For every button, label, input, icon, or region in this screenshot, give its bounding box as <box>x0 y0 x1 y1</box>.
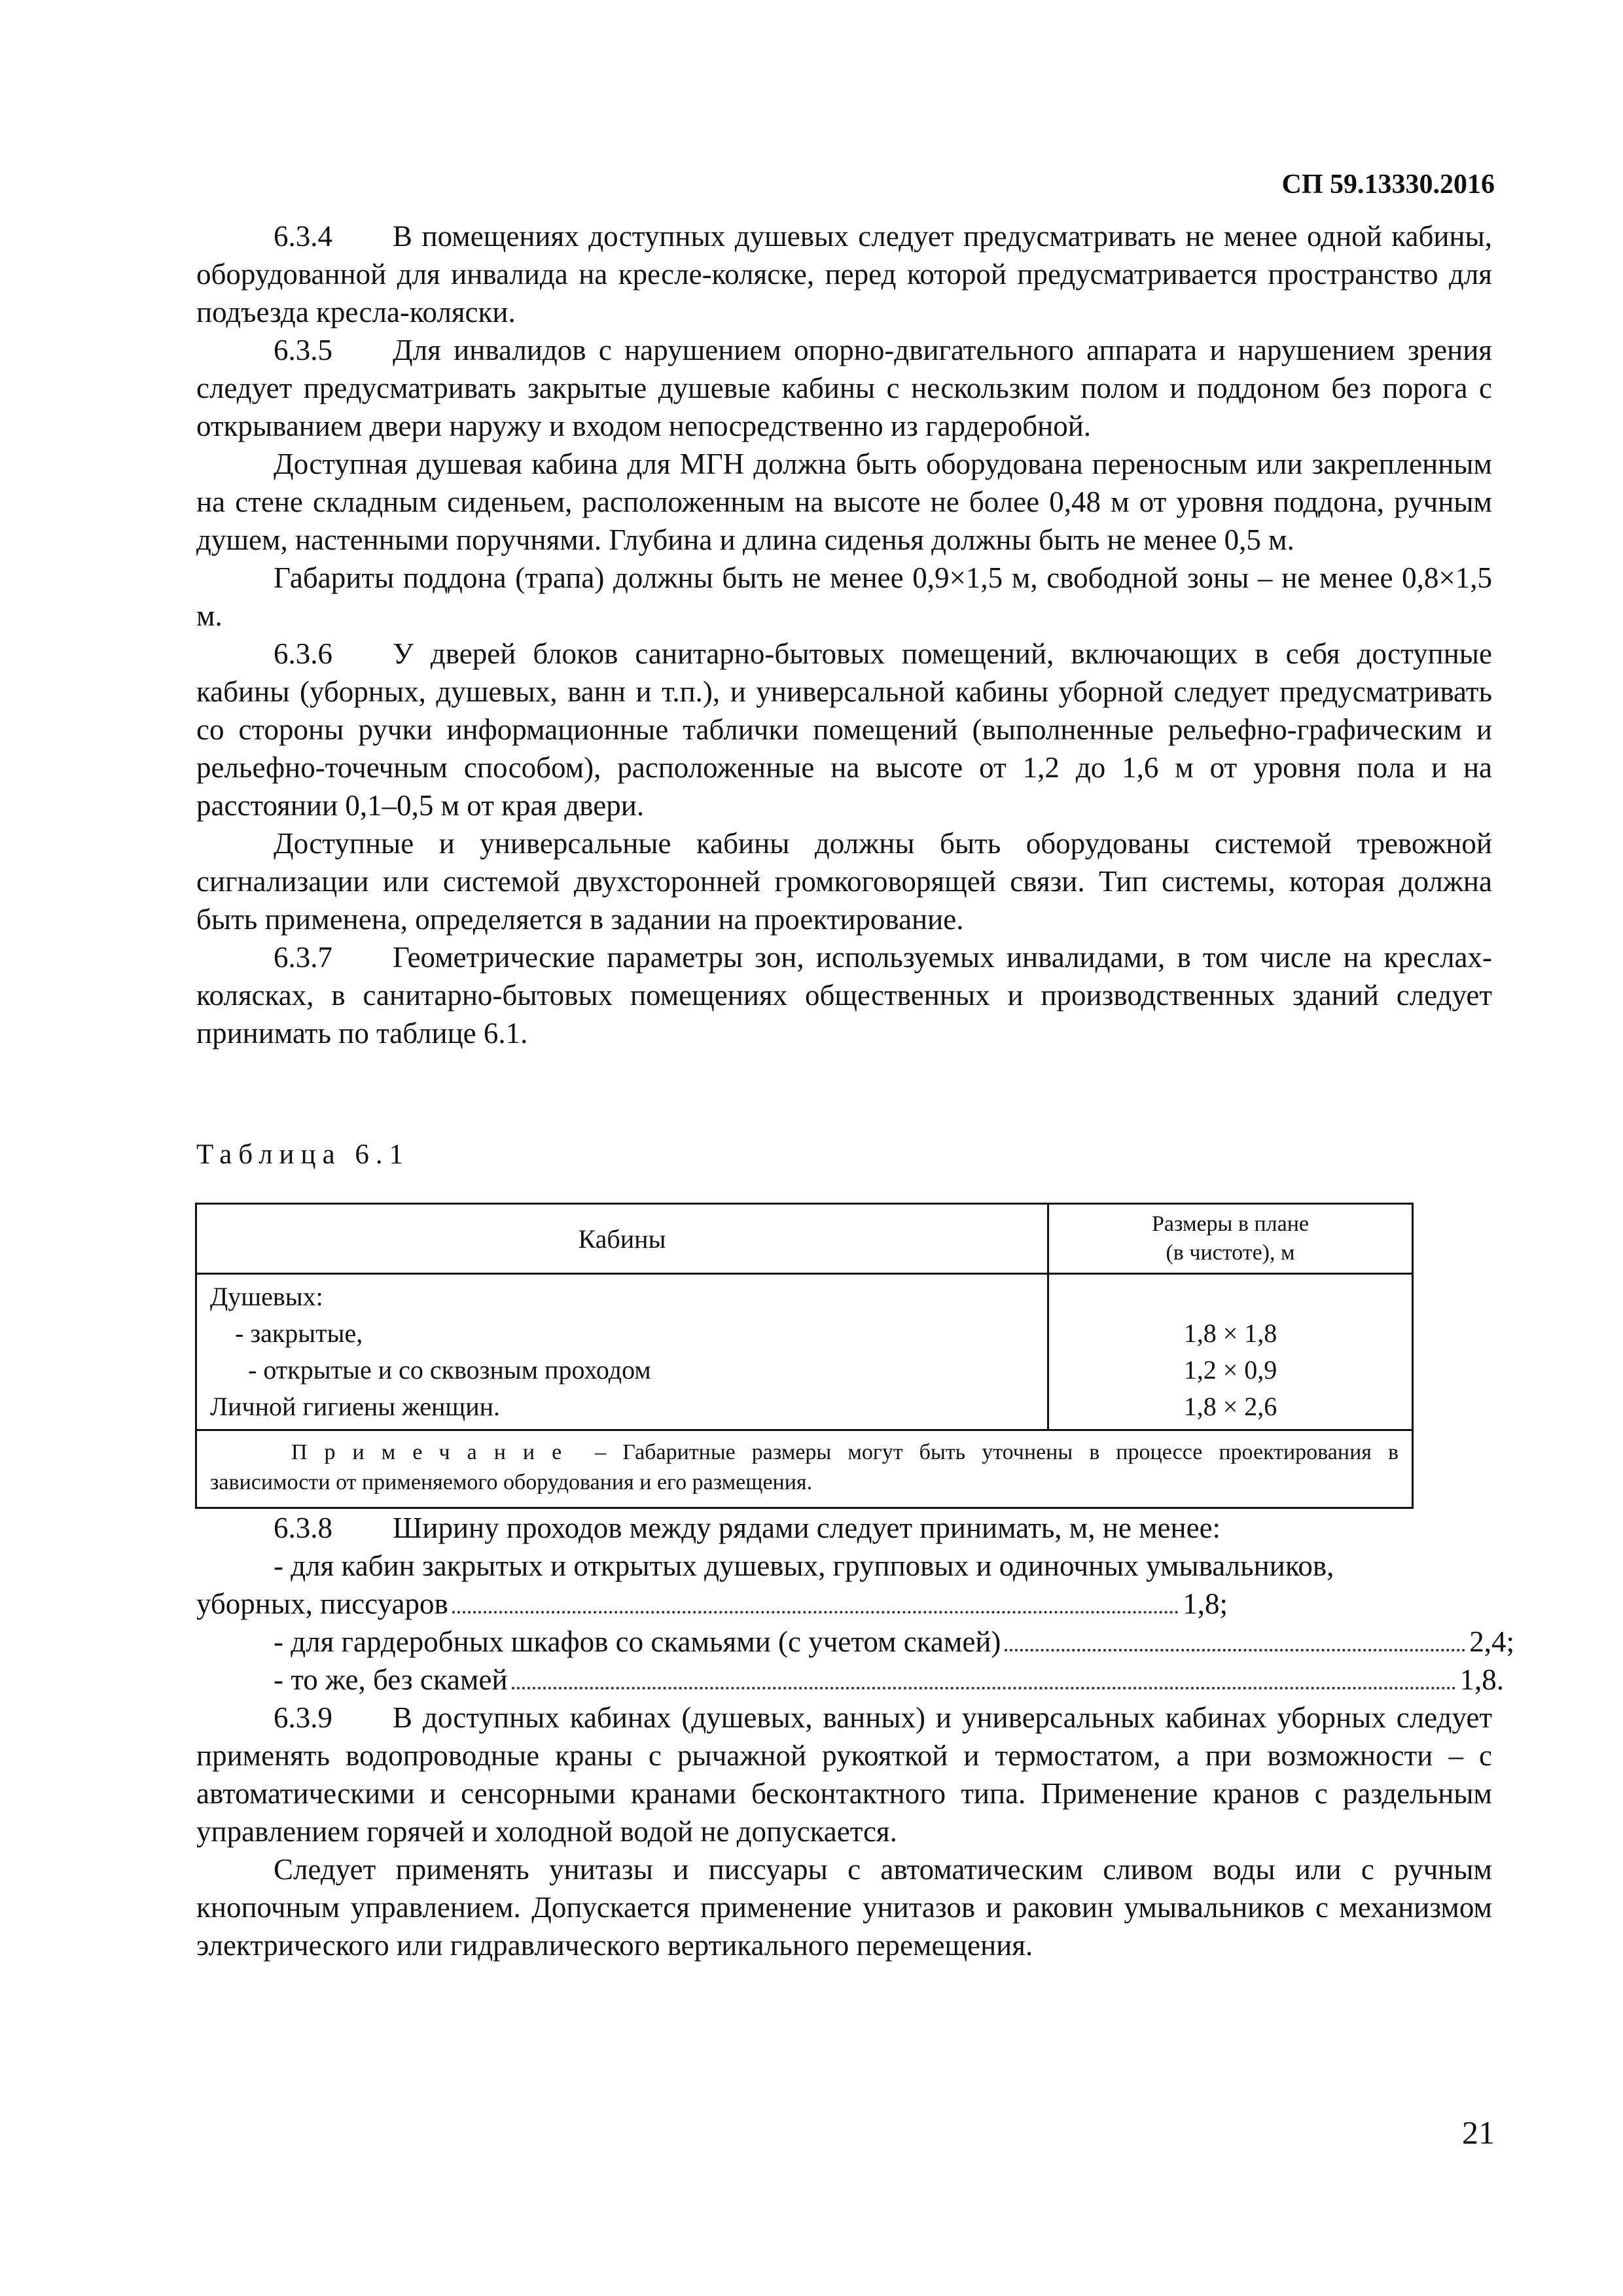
paragraph-6-3-5 <box>196 331 1492 445</box>
table-row-value: 1,8 × 2,6 <box>1183 1392 1277 1421</box>
table-row-label: Душевых: <box>210 1282 323 1311</box>
paragraph-text: Следует применять унитазы и писсуары с автоматическим сливом воды или с ручным кнопочным управлением. Допускается применение унитазов и раковин умывальников с механизмом электрического или гидравлического вертикального перемещения. <box>196 1853 1492 1962</box>
note-heading: Примечание <box>291 1440 579 1464</box>
paragraph-6-3-7 <box>196 938 1492 1052</box>
list-item-value: 1,8; <box>1183 1587 1228 1620</box>
paragraph-text: Габариты поддона (трапа) должны быть не менее 0,9×1,5 м, свободной зоны – не менее 0,8×1,5 м. <box>196 561 1492 632</box>
table-row-label: - закрытые, <box>235 1318 363 1348</box>
table-row-label: Личной гигиены женщин. <box>210 1392 501 1421</box>
paragraph-toilets <box>196 1850 1492 1964</box>
table-row-value: 1,2 × 0,9 <box>1183 1355 1277 1385</box>
list-item-without-benches <box>196 1661 1504 1699</box>
paragraph-text: Для инвалидов с нарушением опорно-двигательного аппарата и нарушением зрения следует предусматривать закрытые душевые кабины с нескользким полом и поддоном без порога с открыванием двери наружу и входом непосредственно из гардеробной. <box>196 334 1492 442</box>
table-row-value: 1,8 × 1,8 <box>1183 1318 1277 1348</box>
note-text: – Габаритные размеры могут быть уточнены в процессе проектирования в зависимости от применяемого оборудования и его размещения. <box>210 1440 1399 1494</box>
paragraph-tray-size <box>196 559 1492 635</box>
clause-number: 6.3.6 <box>274 637 332 670</box>
list-item-value: 1,8. <box>1459 1663 1504 1696</box>
clause-number: 6.3.9 <box>274 1701 332 1734</box>
table-body <box>197 1275 1412 1429</box>
paragraph-text: В доступных кабинах (душевых, ванных) и универсальных кабинах уборных следует применять водопроводные краны с рычажной рукояткой и термостатом, а при возможности – с автоматическими и сенсорными кранами бесконтактного типа. Применение кранов с раздельным управлением горячей и холодной водой не допускается. <box>196 1701 1492 1848</box>
header-dimensions-line2: (в чистоте), м <box>1166 1241 1295 1265</box>
list-item-cabins-value-line <box>196 1585 1228 1623</box>
paragraph-text: У дверей блоков санитарно-бытовых помещений, включающих в себя доступные кабины (уборных, душевых, ванн и т.п.), и универсальной кабины уборной следует предусматривать со стороны ручки информационные таблички помещений (выполненные рельефно-графическим и рельефно-точечным способом), расположенные на высоте от 1,2 до 1,6 м от уровня пола и на расстоянии 0,1–0,5 м от края двери. <box>196 637 1492 822</box>
table-row-label: - открытые и со сквозным проходом <box>248 1355 651 1385</box>
document-code: СП 59.13330.2016 <box>1281 169 1495 200</box>
cabin-types-column <box>197 1275 1049 1429</box>
clause-number: 6.3.5 <box>274 334 332 366</box>
clause-number: 6.3.7 <box>274 941 332 974</box>
paragraph-6-3-4 <box>196 217 1492 331</box>
clause-number: 6.3.8 <box>274 1511 332 1544</box>
list-item-text: - для гардеробных шкафов со скамьями (с учетом скамей) <box>274 1625 1001 1658</box>
dot-leader <box>1005 1648 1465 1651</box>
table-6-1 <box>195 1203 1414 1509</box>
section-6-3-4-to-6-3-7 <box>196 217 1492 1052</box>
paragraph-text: Ширину проходов между рядами следует принимать, м, не менее: <box>393 1511 1221 1544</box>
paragraph-text: Доступные и универсальные кабины должны быть оборудованы системой тревожной сигнализации или системой двухсторонней громкоговорящей связи. Тип системы, которая должна быть применена, определяется в задании на проектирование. <box>196 827 1492 936</box>
table-caption: Таблица 6.1 <box>196 1139 410 1170</box>
table-note <box>197 1429 1412 1507</box>
section-6-3-8-to-6-3-9 <box>196 1509 1514 1964</box>
dot-leader <box>452 1610 1179 1614</box>
list-item-text: - для кабин закрытых и открытых душевых, групповых и одиночных умывальников, <box>274 1549 1334 1582</box>
paragraph-text: В помещениях доступных душевых следует предусматривать не менее одной кабины, оборудованной для инвалида на кресле-коляске, перед которой предусматривается пространство для подъезда кресла-коляски. <box>196 220 1492 328</box>
paragraph-6-3-8 <box>196 1509 1492 1547</box>
dimensions-column <box>1049 1275 1412 1429</box>
list-item-text: уборных, писсуаров <box>196 1587 448 1620</box>
header-dimensions <box>1049 1205 1412 1273</box>
list-item-wardrobes <box>196 1623 1514 1661</box>
paragraph-alarm-system <box>196 824 1492 938</box>
header-cabins: Кабины <box>197 1205 1049 1273</box>
paragraph-6-3-6 <box>196 635 1492 824</box>
table-header-row <box>197 1205 1412 1275</box>
clause-number: 6.3.4 <box>274 220 332 253</box>
list-item-cabins <box>196 1547 1492 1585</box>
list-item-value: 2,4; <box>1469 1625 1514 1658</box>
paragraph-shower-seat <box>196 445 1492 559</box>
page-number: 21 <box>1462 2114 1495 2151</box>
paragraph-text: Доступная душевая кабина для МГН должна быть оборудована переносным или закрепленным на стене складным сиденьем, расположенным на высоте не более 0,48 м от уровня поддона, ручным душем, настенными поручнями. Глубина и длина сиденья должны быть не менее 0,5 м. <box>196 448 1492 556</box>
paragraph-text: Геометрические параметры зон, используемых инвалидами, в том числе на креслах-колясках, в санитарно-бытовых помещениях общественных и производственных зданий следует принимать по таблице 6.1. <box>196 941 1492 1050</box>
list-item-text: - то же, без скамей <box>274 1663 508 1696</box>
header-dimensions-line1: Размеры в плане <box>1152 1212 1309 1236</box>
paragraph-6-3-9 <box>196 1699 1492 1850</box>
dot-leader <box>512 1686 1456 1689</box>
